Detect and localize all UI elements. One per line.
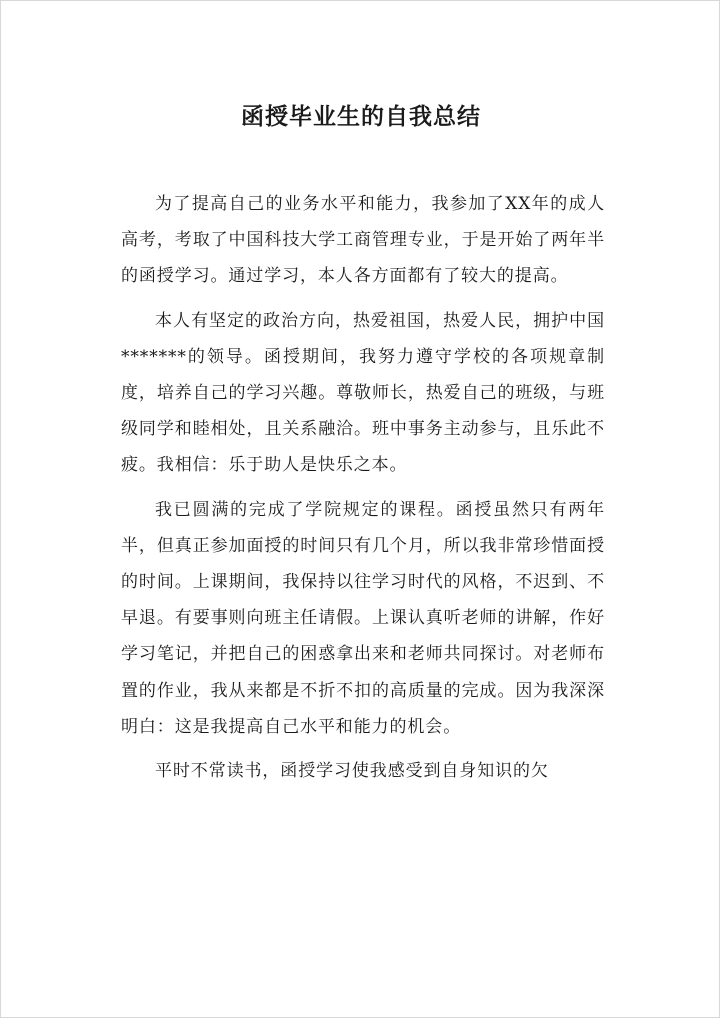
paragraph-3: 我已圆满的完成了学院规定的课程。函授虽然只有两年半，但真正参加面授的时间只有几个月，所以我非常珍惜面授的时间。上课期间，我保持以往学习时代的风格，不迟到、不早退。有要事则向班主任请假。上课认真听老师的讲解，作好学习笔记，并把自己的困惑拿出来和老师共同探讨。对老师布置的作业，我从来都是不折不扣的高质量的完成。因为我深深明白：这是我提高自己水平和能力的机会。 (121, 499, 605, 737)
document-body (121, 186, 605, 797)
document-title: 函授毕业生的自我总结 (241, 103, 481, 130)
paragraph-2: 本人有坚定的政治方向，热爱祖国，热爱人民，拥护中国*******的领导。函授期间，我努力遵守学校的各项规章制度，培养自己的学习兴趣。尊敬师长，热爱自己的班级，与班级同学和睦相处，且关系融洽。班中事务主动参与，且乐此不疲。我相信：乐于助人是快乐之本。 (121, 310, 605, 476)
paragraph-4: 平时不常读书，函授学习使我感受到自身知识的欠 (155, 761, 549, 782)
paragraph-1: 为了提高自己的业务水平和能力，我参加了XX年的成人高考，考取了中国科技大学工商管理专业，于是开始了两年半的函授学习。通过学习，本人各方面都有了较大的提高。 (121, 194, 605, 287)
